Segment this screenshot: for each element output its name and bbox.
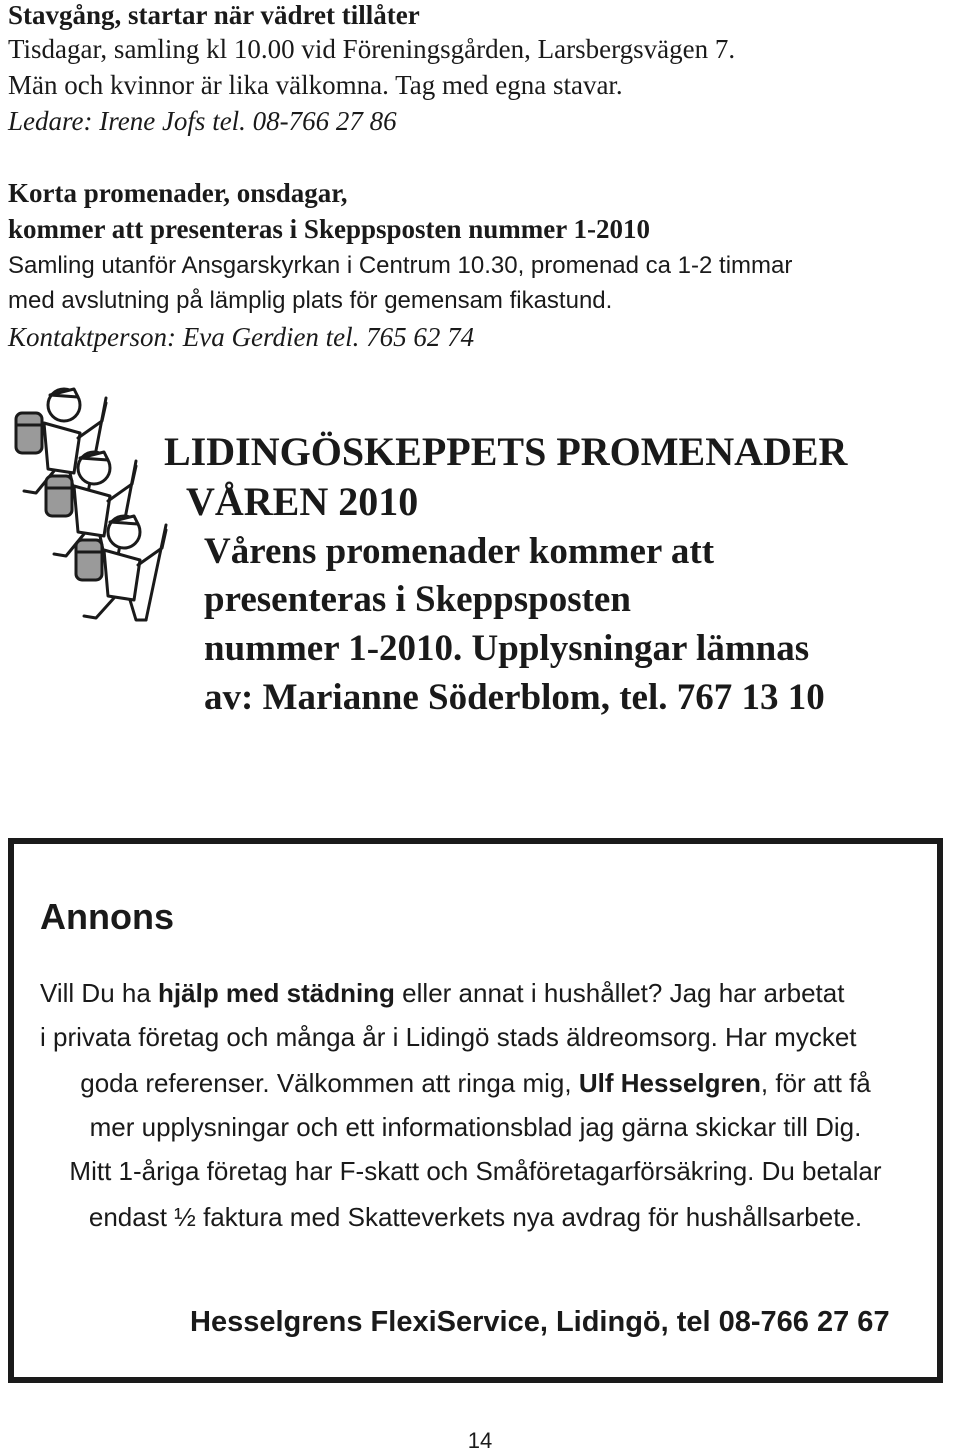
ad-line-1-start: Vill Du ha bbox=[40, 978, 159, 1008]
spring-walks-title: LIDINGÖSKEPPETS PROMENADER bbox=[164, 429, 848, 474]
ad-line-1-end: eller annat i hushållet? Jag har arbetat bbox=[394, 978, 845, 1008]
spring-walks-line-4: av: Marianne Söderblom, tel. 767 13 10 bbox=[204, 677, 825, 718]
advertisement-box bbox=[8, 838, 943, 1383]
ad-line-3-end: , för att få bbox=[760, 1068, 871, 1098]
ad-line-6: endast ½ faktura med Skatteverkets nya avdrag för hushållsarbete. bbox=[88, 1202, 863, 1232]
spring-walks-line-1: Vårens promenader kommer att bbox=[204, 531, 715, 572]
short-walks-meeting: Samling utanför Ansgarskyrkan i Centrum 10.30, promenad ca 1-2 timmar bbox=[8, 252, 793, 279]
page-number: 14 bbox=[467, 1428, 493, 1453]
short-walks-ending: med avslutning på lämplig plats för gemensam fikastund. bbox=[8, 287, 613, 314]
ad-line-4: mer upplysningar och ett informationsblad jag gärna skickar till Dig. bbox=[89, 1112, 862, 1142]
ad-line-2: i privata företag och många år i Lidingö stads äldreomsorg. Har mycket bbox=[40, 1022, 857, 1052]
ad-line-1-emphasis: hjälp med städning bbox=[158, 978, 395, 1008]
spring-walks-subtitle: VÅREN 2010 bbox=[186, 479, 419, 524]
ad-line-5: Mitt 1-åriga företag har F-skatt och Småföretagarförsäkring. Du betalar bbox=[69, 1156, 882, 1186]
nordic-walking-info: Män och kvinnor är lika välkomna. Tag med egna stavar. bbox=[8, 70, 623, 100]
ad-line-3-start: goda referenser. Välkommen att ringa mig, bbox=[80, 1068, 579, 1098]
ad-footer-contact: Hesselgrens FlexiService, Lidingö, tel 08-766 27 67 bbox=[190, 1306, 890, 1338]
ad-line-1 bbox=[40, 978, 937, 1009]
nordic-walking-schedule: Tisdagar, samling kl 10.00 vid Föreningsgården, Larsbergsvägen 7. bbox=[8, 34, 736, 64]
ad-line-3 bbox=[14, 1068, 937, 1099]
short-walks-subheading: kommer att presenteras i Skeppsposten nummer 1-2010 bbox=[8, 214, 650, 244]
nordic-walking-leader: Ledare: Irene Jofs tel. 08-766 27 86 bbox=[8, 106, 397, 136]
spring-walks-line-2: presenteras i Skeppsposten bbox=[204, 579, 631, 620]
ad-contact-name: Ulf Hesselgren bbox=[578, 1068, 761, 1098]
spring-walks-line-3: nummer 1-2010. Upplysningar lämnas bbox=[204, 628, 810, 669]
short-walks-heading: Korta promenader, onsdagar, bbox=[8, 178, 348, 208]
hikers-icon bbox=[4, 378, 204, 628]
ad-title: Annons bbox=[40, 896, 174, 937]
short-walks-contact: Kontaktperson: Eva Gerdien tel. 765 62 74 bbox=[8, 322, 475, 352]
nordic-walking-heading: Stavgång, startar när vädret tillåter bbox=[8, 0, 420, 30]
